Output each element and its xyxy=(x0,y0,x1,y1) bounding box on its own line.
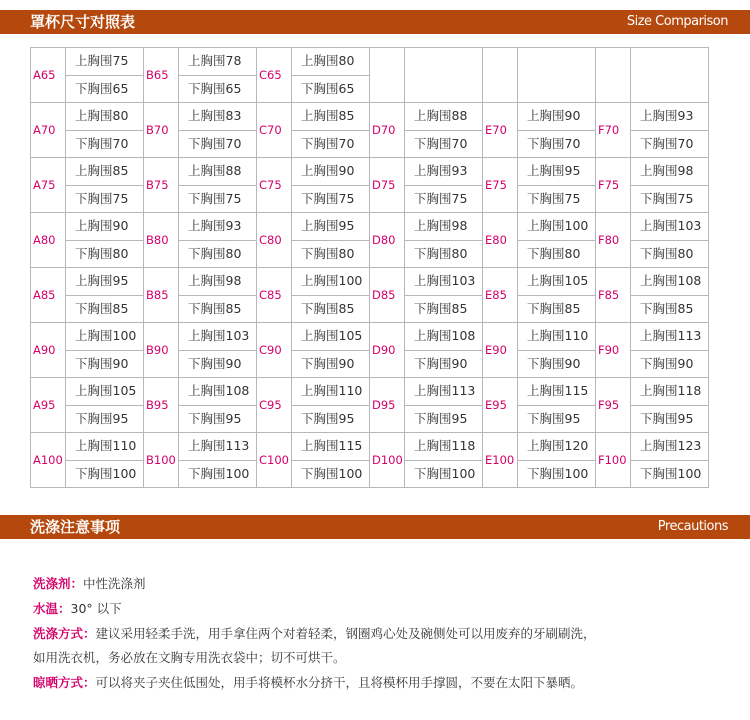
under-bust: 下胸围95 xyxy=(640,410,694,426)
under-bust: 下胸围85 xyxy=(75,300,129,316)
upper-bust: 上胸围108 xyxy=(631,268,708,296)
under-bust: 下胸围75 xyxy=(75,190,129,206)
bust-measurements xyxy=(66,268,144,323)
under-bust: 下胸围80 xyxy=(188,245,242,261)
bust-measurements xyxy=(631,433,709,488)
bust-measurements xyxy=(292,378,370,433)
upper-bust: 上胸围118 xyxy=(631,378,708,406)
method-line2: 如用洗衣机，务必放在文胸专用洗衣袋中；切不可烘干。 xyxy=(33,650,346,665)
cup-size-code: C90 xyxy=(257,323,292,378)
size-row xyxy=(31,433,709,488)
cup-size-code: F85 xyxy=(596,268,631,323)
bust-measurements xyxy=(179,48,257,103)
upper-bust: 上胸围93 xyxy=(405,158,482,186)
cup-size-code: E100 xyxy=(483,433,518,488)
upper-bust: 上胸围98 xyxy=(179,268,256,296)
bust-measurements xyxy=(631,158,709,213)
under-bust: 下胸围80 xyxy=(640,245,694,261)
upper-bust: 上胸围103 xyxy=(631,213,708,241)
care-drying xyxy=(33,673,583,691)
bust-measurements xyxy=(518,433,596,488)
cup-size-code: F70 xyxy=(596,103,631,158)
cup-size-code: A65 xyxy=(31,48,66,103)
bust-measurements xyxy=(631,268,709,323)
upper-bust: 上胸围110 xyxy=(66,433,143,461)
bust-measurements xyxy=(66,323,144,378)
bust-measurements xyxy=(292,213,370,268)
cup-size-code: B85 xyxy=(144,268,179,323)
cup-size-code: A85 xyxy=(31,268,66,323)
dry-value: 可以将夹子夹住低围处，用手将模杯水分挤干，且将模杯用手撑圆，不要在太阳下暴晒。 xyxy=(95,675,584,690)
under-bust: 下胸围95 xyxy=(188,410,242,426)
upper-bust: 上胸围85 xyxy=(66,158,143,186)
bust-measurements xyxy=(179,323,257,378)
under-bust: 下胸围85 xyxy=(527,300,581,316)
cup-size-code: E95 xyxy=(483,378,518,433)
under-bust: 下胸围70 xyxy=(75,135,129,151)
temp-value: 30° 以下 xyxy=(70,601,122,616)
cup-size-code: A75 xyxy=(31,158,66,213)
care-section-title: 洗涤注意事项 xyxy=(30,518,121,536)
upper-bust: 上胸围75 xyxy=(66,48,143,76)
under-bust: 下胸围100 xyxy=(75,465,137,481)
upper-bust: 上胸围95 xyxy=(292,213,369,241)
under-bust: 下胸围95 xyxy=(414,410,468,426)
cup-size-code: D85 xyxy=(370,268,405,323)
bust-measurements xyxy=(518,378,596,433)
bust-measurements xyxy=(179,268,257,323)
under-bust: 下胸围100 xyxy=(188,465,250,481)
under-bust: 下胸围85 xyxy=(188,300,242,316)
upper-bust: 上胸围103 xyxy=(179,323,256,351)
size-row xyxy=(31,48,709,103)
under-bust: 下胸围70 xyxy=(301,135,355,151)
upper-bust: 上胸围115 xyxy=(292,433,369,461)
cup-size-code: C85 xyxy=(257,268,292,323)
under-bust: 下胸围100 xyxy=(301,465,363,481)
empty-cell xyxy=(518,48,596,103)
bust-measurements xyxy=(292,48,370,103)
cup-size-code: B70 xyxy=(144,103,179,158)
under-bust: 下胸围65 xyxy=(75,80,129,96)
upper-bust: 上胸围100 xyxy=(292,268,369,296)
cup-size-code: D75 xyxy=(370,158,405,213)
empty-cell xyxy=(483,48,518,103)
bust-measurements xyxy=(179,158,257,213)
care-wash-method-cont xyxy=(33,648,346,666)
under-bust: 下胸围85 xyxy=(414,300,468,316)
under-bust: 下胸围75 xyxy=(640,190,694,206)
cup-size-code: E80 xyxy=(483,213,518,268)
upper-bust: 上胸围103 xyxy=(405,268,482,296)
under-bust: 下胸围75 xyxy=(301,190,355,206)
size-row xyxy=(31,158,709,213)
cup-size-code: A90 xyxy=(31,323,66,378)
empty-cell xyxy=(631,48,709,103)
under-bust: 下胸围70 xyxy=(414,135,468,151)
bust-measurements xyxy=(518,103,596,158)
upper-bust: 上胸围93 xyxy=(179,213,256,241)
under-bust: 下胸围85 xyxy=(301,300,355,316)
cup-size-code: B100 xyxy=(144,433,179,488)
upper-bust: 上胸围115 xyxy=(518,378,595,406)
bust-measurements xyxy=(405,213,483,268)
upper-bust: 上胸围95 xyxy=(66,268,143,296)
upper-bust: 上胸围105 xyxy=(518,268,595,296)
cup-size-code: F100 xyxy=(596,433,631,488)
upper-bust: 上胸围78 xyxy=(179,48,256,76)
bust-measurements xyxy=(518,268,596,323)
method-line1: 建议采用轻柔手洗，用手拿住两个对着轻柔，钢圈鸡心处及碗侧处可以用废弃的牙刷刷洗， xyxy=(95,626,596,641)
cup-size-code: F95 xyxy=(596,378,631,433)
cup-size-code: B65 xyxy=(144,48,179,103)
bust-measurements xyxy=(66,158,144,213)
bust-measurements xyxy=(66,48,144,103)
under-bust: 下胸围80 xyxy=(414,245,468,261)
under-bust: 下胸围90 xyxy=(75,355,129,371)
bust-measurements xyxy=(405,433,483,488)
upper-bust: 上胸围113 xyxy=(405,378,482,406)
upper-bust: 上胸围123 xyxy=(631,433,708,461)
under-bust: 下胸围80 xyxy=(527,245,581,261)
under-bust: 下胸围65 xyxy=(188,80,242,96)
cup-size-code: E70 xyxy=(483,103,518,158)
size-row xyxy=(31,268,709,323)
size-row xyxy=(31,103,709,158)
dry-label: 晾晒方式： xyxy=(33,675,96,690)
bust-measurements xyxy=(292,268,370,323)
cup-size-code: A80 xyxy=(31,213,66,268)
bust-measurements xyxy=(518,158,596,213)
under-bust: 下胸围100 xyxy=(640,465,702,481)
bust-measurements xyxy=(66,103,144,158)
upper-bust: 上胸围110 xyxy=(518,323,595,351)
bust-measurements xyxy=(518,213,596,268)
under-bust: 下胸围80 xyxy=(301,245,355,261)
care-detergent xyxy=(33,574,146,592)
under-bust: 下胸围90 xyxy=(640,355,694,371)
upper-bust: 上胸围98 xyxy=(405,213,482,241)
care-section-subtitle: Precautions xyxy=(657,519,728,534)
under-bust: 下胸围95 xyxy=(527,410,581,426)
temp-label: 水温： xyxy=(33,601,71,616)
upper-bust: 上胸围100 xyxy=(66,323,143,351)
cup-size-code: A70 xyxy=(31,103,66,158)
bust-measurements xyxy=(292,158,370,213)
cup-size-code: C65 xyxy=(257,48,292,103)
care-section-header xyxy=(0,515,750,539)
under-bust: 下胸围100 xyxy=(527,465,589,481)
cup-size-code: A100 xyxy=(31,433,66,488)
under-bust: 下胸围90 xyxy=(188,355,242,371)
bust-measurements xyxy=(405,323,483,378)
care-water-temp xyxy=(33,599,122,617)
cup-size-code: E90 xyxy=(483,323,518,378)
cup-size-code: B90 xyxy=(144,323,179,378)
upper-bust: 上胸围85 xyxy=(292,103,369,131)
bust-measurements xyxy=(631,378,709,433)
upper-bust: 上胸围90 xyxy=(66,213,143,241)
cup-size-code: E75 xyxy=(483,158,518,213)
bust-measurements xyxy=(179,433,257,488)
upper-bust: 上胸围100 xyxy=(518,213,595,241)
size-section-title: 罩杯尺寸对照表 xyxy=(30,13,136,31)
upper-bust: 上胸围90 xyxy=(292,158,369,186)
bust-measurements xyxy=(405,378,483,433)
upper-bust: 上胸围83 xyxy=(179,103,256,131)
cup-size-code: B75 xyxy=(144,158,179,213)
upper-bust: 上胸围110 xyxy=(292,378,369,406)
size-comparison-table xyxy=(30,47,709,488)
under-bust: 下胸围80 xyxy=(75,245,129,261)
size-row xyxy=(31,323,709,378)
cup-size-code: D70 xyxy=(370,103,405,158)
under-bust: 下胸围95 xyxy=(301,410,355,426)
bust-measurements xyxy=(292,323,370,378)
size-row xyxy=(31,213,709,268)
cup-size-code: C80 xyxy=(257,213,292,268)
bust-measurements xyxy=(405,268,483,323)
upper-bust: 上胸围105 xyxy=(292,323,369,351)
bust-measurements xyxy=(405,158,483,213)
under-bust: 下胸围75 xyxy=(188,190,242,206)
under-bust: 下胸围85 xyxy=(640,300,694,316)
cup-size-code: E85 xyxy=(483,268,518,323)
upper-bust: 上胸围80 xyxy=(66,103,143,131)
cup-size-code: F80 xyxy=(596,213,631,268)
under-bust: 下胸围100 xyxy=(414,465,476,481)
bust-measurements xyxy=(179,378,257,433)
cup-size-code: B95 xyxy=(144,378,179,433)
under-bust: 下胸围90 xyxy=(301,355,355,371)
bust-measurements xyxy=(631,323,709,378)
cup-size-code: C70 xyxy=(257,103,292,158)
upper-bust: 上胸围108 xyxy=(179,378,256,406)
upper-bust: 上胸围95 xyxy=(518,158,595,186)
bust-measurements xyxy=(66,213,144,268)
cup-size-code: D90 xyxy=(370,323,405,378)
upper-bust: 上胸围80 xyxy=(292,48,369,76)
cup-size-code: C95 xyxy=(257,378,292,433)
empty-cell xyxy=(596,48,631,103)
under-bust: 下胸围75 xyxy=(414,190,468,206)
bust-measurements xyxy=(66,378,144,433)
bust-measurements xyxy=(631,213,709,268)
under-bust: 下胸围65 xyxy=(301,80,355,96)
upper-bust: 上胸围88 xyxy=(179,158,256,186)
cup-size-code: D95 xyxy=(370,378,405,433)
bust-measurements xyxy=(405,103,483,158)
under-bust: 下胸围90 xyxy=(414,355,468,371)
upper-bust: 上胸围105 xyxy=(66,378,143,406)
cup-size-code: F75 xyxy=(596,158,631,213)
bust-measurements xyxy=(631,103,709,158)
detergent-value: 中性洗涤剂 xyxy=(83,576,146,591)
size-section-subtitle: Size Comparison xyxy=(626,14,728,29)
cup-size-code: D100 xyxy=(370,433,405,488)
bust-measurements xyxy=(518,323,596,378)
cup-size-code: F90 xyxy=(596,323,631,378)
method-label: 洗涤方式： xyxy=(33,626,96,641)
upper-bust: 上胸围113 xyxy=(631,323,708,351)
cup-size-code: C100 xyxy=(257,433,292,488)
upper-bust: 上胸围93 xyxy=(631,103,708,131)
bust-measurements xyxy=(179,103,257,158)
bust-measurements xyxy=(292,433,370,488)
upper-bust: 上胸围108 xyxy=(405,323,482,351)
upper-bust: 上胸围90 xyxy=(518,103,595,131)
cup-size-code: A95 xyxy=(31,378,66,433)
empty-cell xyxy=(370,48,405,103)
upper-bust: 上胸围88 xyxy=(405,103,482,131)
under-bust: 下胸围70 xyxy=(188,135,242,151)
empty-cell xyxy=(405,48,483,103)
cup-size-code: B80 xyxy=(144,213,179,268)
upper-bust: 上胸围113 xyxy=(179,433,256,461)
upper-bust: 上胸围120 xyxy=(518,433,595,461)
under-bust: 下胸围70 xyxy=(640,135,694,151)
care-wash-method xyxy=(33,624,596,642)
bust-measurements xyxy=(66,433,144,488)
under-bust: 下胸围95 xyxy=(75,410,129,426)
detergent-label: 洗涤剂： xyxy=(33,576,84,591)
size-row xyxy=(31,378,709,433)
cup-size-code: C75 xyxy=(257,158,292,213)
cup-size-code: D80 xyxy=(370,213,405,268)
upper-bust: 上胸围98 xyxy=(631,158,708,186)
bust-measurements xyxy=(179,213,257,268)
under-bust: 下胸围90 xyxy=(527,355,581,371)
under-bust: 下胸围70 xyxy=(527,135,581,151)
size-section-header xyxy=(0,10,750,34)
upper-bust: 上胸围118 xyxy=(405,433,482,461)
bust-measurements xyxy=(292,103,370,158)
under-bust: 下胸围75 xyxy=(527,190,581,206)
